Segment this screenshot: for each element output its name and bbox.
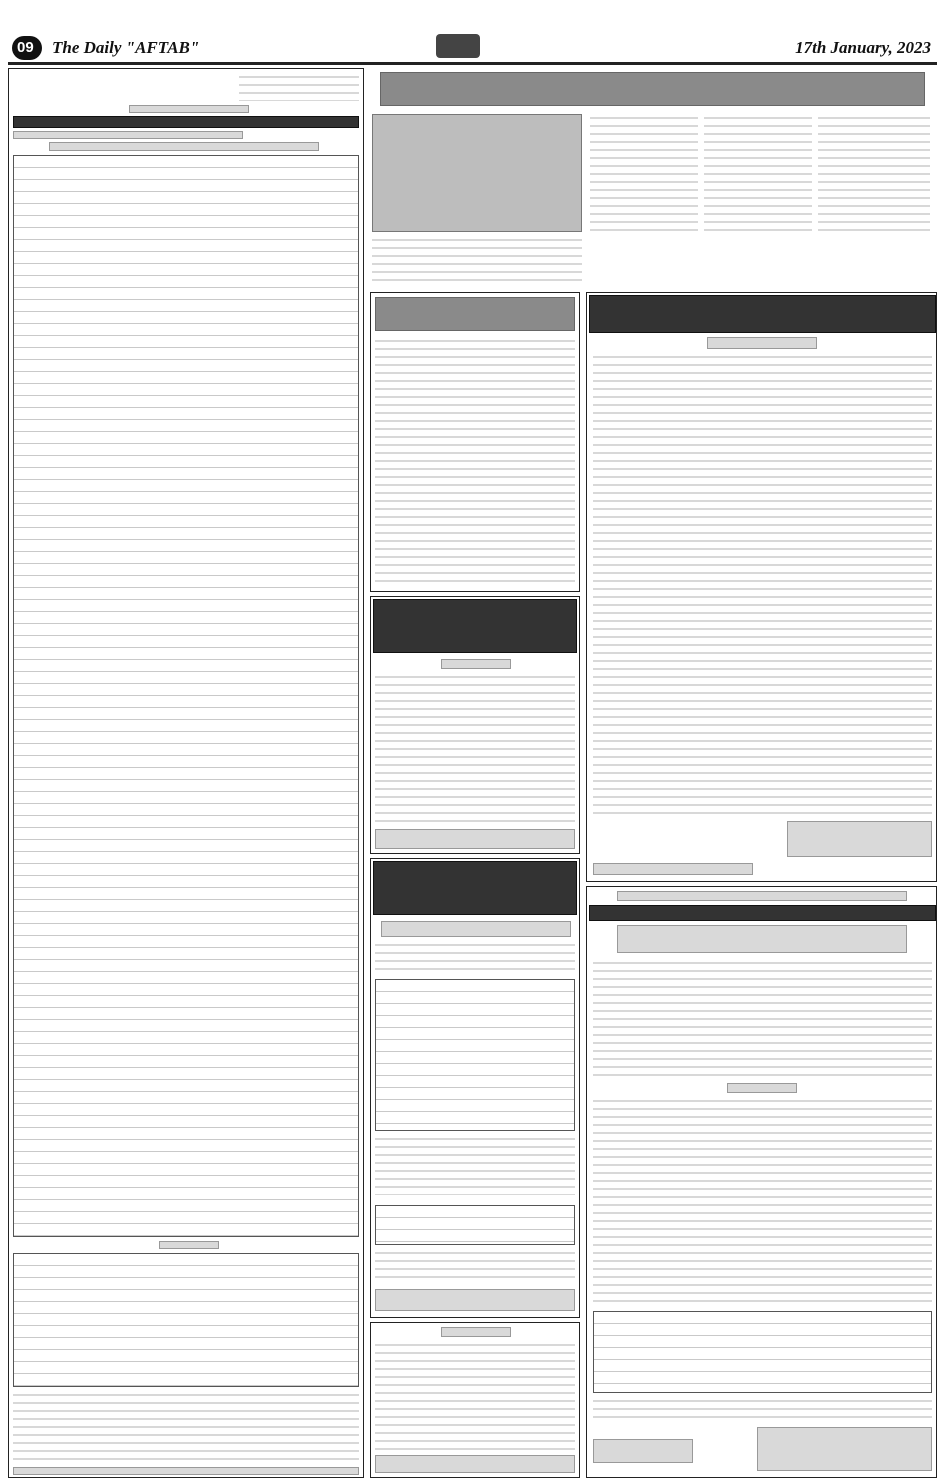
page-number: 09 [17, 39, 34, 56]
unani-college-notice [586, 292, 937, 882]
article-body-col3 [818, 114, 930, 232]
selection-list-notice [8, 68, 364, 1478]
contact-info-block [239, 73, 359, 101]
unani-footer-ref [593, 863, 753, 875]
important-dates-table [375, 1205, 575, 1245]
unani-notice-body [593, 353, 932, 815]
jkssb-note [593, 1397, 932, 1419]
jkssb-signature [757, 1427, 932, 1471]
university-header-banner-1 [373, 599, 577, 653]
rba-notice-heading [441, 1327, 511, 1337]
college-name-banner [13, 116, 359, 128]
urdu-logo [436, 34, 480, 58]
tea-article [370, 292, 580, 592]
university-notice-2 [370, 858, 580, 1318]
tea-article-headline [375, 297, 575, 331]
rba-notice-body [375, 1341, 575, 1451]
waiting-list-table [13, 1253, 359, 1387]
jkssb-address [617, 925, 907, 953]
rba-renewal-notice [370, 1322, 580, 1478]
notice-heading-1 [441, 659, 511, 669]
article-body-col2 [704, 114, 812, 232]
selection-list-title [49, 142, 319, 151]
gov-heading [129, 105, 249, 113]
instructions-text [13, 1391, 359, 1465]
masthead [8, 34, 937, 62]
eye-health-article [370, 68, 937, 288]
advertisement-heading [381, 921, 571, 937]
jkssb-footer-ref [593, 1439, 693, 1463]
article-body-bottom [372, 236, 582, 282]
jkssb-banner [589, 905, 936, 921]
child-with-tablet-photo [372, 114, 582, 232]
advertisement-notes [375, 1135, 575, 1195]
jkssb-notice-heading [727, 1083, 797, 1093]
jkssb-subject-text [593, 959, 932, 1079]
jkssb-gov-heading [617, 891, 907, 901]
advertisement-intro [375, 941, 575, 975]
selection-table [13, 155, 359, 1237]
unani-notification-heading [707, 337, 817, 349]
paper-name: The Daily "AFTAB" [52, 38, 200, 57]
notice-signature-1 [375, 829, 575, 849]
reference-line [13, 131, 243, 139]
unani-signature [787, 821, 932, 857]
objections-summary-table [593, 1311, 932, 1393]
unani-college-banner [589, 295, 936, 333]
issue-date: 17th January, 2023 [795, 38, 931, 57]
notice-signature-2 [375, 1289, 575, 1311]
article-body-col1 [590, 114, 698, 232]
jkssb-notice-body [593, 1097, 932, 1307]
signature-line [13, 1467, 359, 1475]
waiting-list-heading [159, 1241, 219, 1249]
masthead-rule [8, 62, 937, 65]
university-header-banner-2 [373, 861, 577, 915]
advertisement-closing [375, 1249, 575, 1283]
notice-body-1 [375, 673, 575, 823]
jkssb-notice [586, 886, 937, 1478]
article-headline [380, 72, 925, 106]
posts-table [375, 979, 575, 1131]
rba-notice-applicant [375, 1455, 575, 1473]
tea-article-body [375, 337, 575, 587]
university-notice-1 [370, 596, 580, 854]
